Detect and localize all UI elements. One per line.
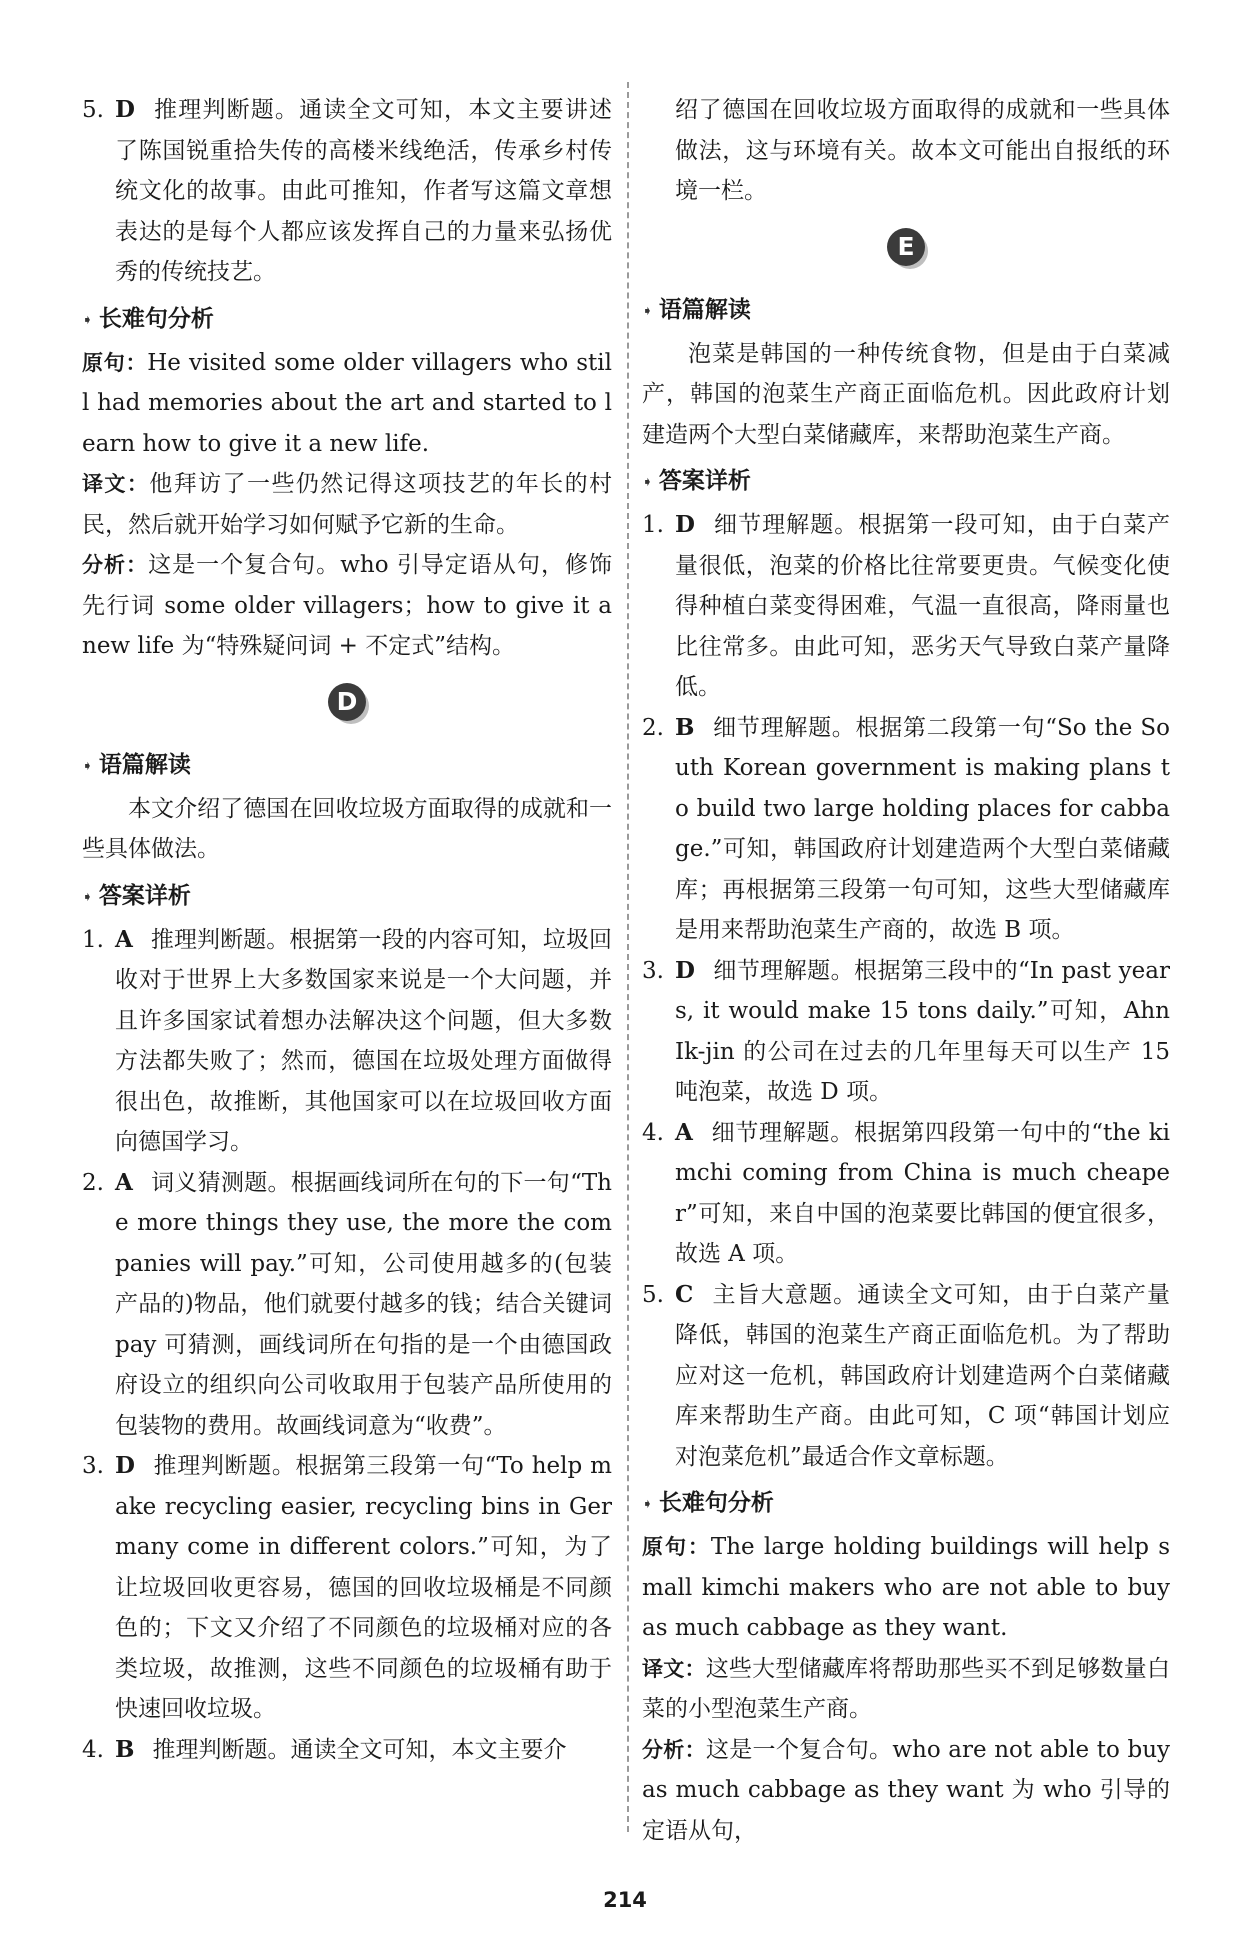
answer-letter: D (675, 511, 695, 538)
section-heading-answers: ➧ 答案详析 (642, 468, 751, 494)
answer-item: 5. C 主旨大意题。通读全文可知，由于白菜产量降低，韩国的泡菜生产商正面临危机。为了帮助应对这一危机，韩国政府计划建造两个白菜储藏库来帮助生产商。由此可知，C 项“韩国计划应对泡菜危机”最适合作文章标题。 (642, 1280, 1170, 1470)
answer-letter: B (115, 1735, 135, 1763)
passage-badge-wrap (82, 667, 612, 739)
answer-explanation: 细节理解题。根据第四段第一句中的“the kimchi coming from China is much cheaper”可知，来自中国的泡菜要比韩国的便宜很多，故选 A 项。 (675, 1119, 1170, 1267)
left-column (82, 90, 612, 1770)
translation-label: 译文： (82, 472, 150, 496)
analysis (82, 545, 612, 667)
arrow-bullet-icon: ➧ (82, 312, 93, 328)
analysis-label: 分析： (642, 1737, 706, 1762)
arrow-bullet-icon: ➧ (642, 303, 653, 319)
arrow-bullet-icon: ➧ (82, 889, 93, 905)
arrow-bullet-icon: ➧ (82, 758, 93, 774)
answer-item: 3. D 细节理解题。根据第三段中的“In past years, it would make 15 tons daily.”可知，Ahn Ik-jin 的公司在过去的几年里每天可以生产 15 吨泡菜，故选 D 项。 (642, 956, 1170, 1105)
original-label: 原句： (82, 350, 148, 375)
answer-item: 4. B 推理判断题。通读全文可知，本文主要介 (82, 1735, 567, 1763)
answer-explanation: 细节理解题。根据第一段可知，由于白菜产量很低，泡菜的价格比往常要更贵。气候变化使得种植白菜变得困难，气温一直很高，降雨量也比往常多。由此可知，恶劣天气导致白菜产量降低。 (675, 512, 1170, 700)
answer-letter: B (675, 713, 695, 741)
answer-item: 2. A 词义猜测题。根据画线词所在句的下一句“The more things they use, the more the companies will pay.”可知，公司使用越多的(包装产品的)物品，他们就要付越多的钱；结合关键词 pay 可猜测，画线词所在句指的是一个由德国政府设立的组织向公司收取用于包装产品所使用的包装物的费用。故画线词意为“收费”。 (82, 1168, 612, 1439)
arrow-bullet-icon: ➧ (642, 475, 653, 490)
answer-item: 3. D 推理判断题。根据第三段第一句“To help make recycling easier, recycling bins in Germany come in different colors.”可知，为了让垃圾回收更容易，德国的回收垃圾桶是不同颜色的；下文又介绍了不同颜色的垃圾桶对应的各类垃圾，故推测，这些不同颜色的垃圾桶有助于快速回收垃圾。 (82, 1452, 612, 1722)
column-divider (627, 82, 629, 1832)
analysis-label: 分析： (82, 553, 149, 577)
answer-letter: A (115, 1168, 133, 1196)
translation-text: 这些大型储藏库将帮助那些买不到足够数量白菜的小型泡菜生产商。 (642, 1655, 1171, 1722)
translation-label: 译文： (642, 1656, 706, 1681)
answer-explanation: 细节理解题。根据第三段中的“In past years, it would make 15 tons daily.”可知，Ahn Ik-jin 的公司在过去的几年里每天可以生产 15 吨泡菜，故选 D 项。 (675, 957, 1170, 1105)
answer-item: 2. B 细节理解题。根据第二段第一句“So the South Korean government is making plans to build two large holding places for cabbage.”可知，韩国政府计划建造两个大型白菜储藏库；再根据第三段第一句可知，这些大型储藏库是用来帮助泡菜生产商的，故选 B 项。 (642, 713, 1170, 943)
answer-explanation: 推理判断题。通读全文可知，本文主要讲述了陈国锐重拾失传的高楼米线绝活，传承乡村传统文化的故事。由此可推知，作者写这篇文章想表达的是每个人都应该发挥自己的力量来弘扬优秀的传统技艺。 (115, 97, 612, 285)
page-number: 214 (603, 1888, 647, 1912)
answer-letter: C (675, 1280, 694, 1308)
section-heading-long-sentence: ➧ 长难句分析 (642, 1490, 774, 1516)
passage-d-badge-icon: D (328, 683, 366, 721)
section-heading-reading: ➧ 语篇解读 (82, 751, 191, 778)
arrow-bullet-icon: ➧ (642, 1497, 653, 1512)
answer-item-5-passage-c (82, 90, 612, 293)
answer-letter: A (115, 925, 133, 953)
answer-item: 4. A 细节理解题。根据第四段第一句中的“the kimchi coming from China is much cheaper”可知，来自中国的泡菜要比韩国的便宜很多，故选 A 项。 (642, 1118, 1170, 1267)
reading-summary: 泡菜是韩国的一种传统食物，但是由于白菜减产，韩国的泡菜生产商正面临危机。因此政府计划建造两个大型白菜储藏库，来帮助泡菜生产商。 (642, 340, 1170, 448)
original-label: 原句： (642, 1535, 711, 1559)
answer-explanation: 推理判断题。根据第一段的内容可知，垃圾回收对于世界上大多数国家来说是一个大问题，并且许多国家试着想办法解决这个问题，但大多数方法都失败了；然而，德国在垃圾处理方面做得很出色，故推断，其他国家可以在垃圾回收方面向德国学习。 (115, 926, 612, 1155)
answer-letter: D (115, 1452, 135, 1479)
passage-badge-wrap (642, 212, 1170, 284)
section-heading-reading: ➧ 语篇解读 (642, 296, 751, 323)
answer-item: 1. D 细节理解题。根据第一段可知，由于白菜产量很低，泡菜的价格比往常要更贵。气候变化使得种植白菜变得困难，气温一直很高，降雨量也比往常多。由此可知，恶劣天气导致白菜产量降低。 (642, 511, 1170, 700)
analysis-text: 这是一个复合句。who are not able to buy as much cabbage as they want 为 who 引导的定语从句， (642, 1736, 1171, 1844)
right-column (642, 90, 1170, 1851)
answer-item-4-continued: 绍了德国在回收垃圾方面取得的成就和一些具体做法，这与环境有关。故本文可能出自报纸的环境一栏。 (675, 97, 1170, 204)
translation (642, 1649, 1170, 1730)
answer-letter: D (115, 96, 135, 123)
item-number: 5. (82, 97, 104, 123)
reading-summary: 本文介绍了德国在回收垃圾方面取得的成就和一些具体做法。 (82, 795, 612, 862)
section-heading-answers: ➧ 答案详析 (82, 882, 191, 909)
passage-e-badge-icon: E (887, 228, 925, 266)
answer-explanation: 词义猜测题。根据画线词所在句的下一句“The more things they use, the more the companies will pay.”可知，公司使用越多的(包装产品的)物品，他们就要付越多的钱；结合关键词 pay 可猜测，画线词所在句指的是一个由德国政府设立的组织向公司收取用于包装产品所使用的包装物的费用。故画线词意为“收费”。 (115, 1169, 612, 1439)
answer-explanation: 推理判断题。根据第三段第一句“To help make recycling easier, recycling bins in Germany come in different colors.”可知，为了让垃圾回收更容易，德国的回收垃圾桶是不同颜色的；下文又介绍了不同颜色的垃圾桶对应的各类垃圾，故推测，这些不同颜色的垃圾桶有助于快速回收垃圾。 (115, 1453, 612, 1722)
original-sentence (642, 1527, 1170, 1649)
answer-letter: D (675, 956, 695, 984)
section-heading-long-sentence: ➧ 长难句分析 (82, 305, 214, 332)
original-text: The large holding buildings will help small kimchi makers who are not able to buy as much cabbage as they want. (642, 1534, 1171, 1641)
answer-explanation: 主旨大意题。通读全文可知，由于白菜产量降低，韩国的泡菜生产商正面临危机。为了帮助应对这一危机，韩国政府计划建造两个白菜储藏库来帮助生产商。由此可知，C 项“韩国计划应对泡菜危机”最适合作文章标题。 (675, 1281, 1170, 1470)
translation (82, 464, 612, 545)
answer-letter: A (675, 1118, 693, 1146)
original-text: He visited some older villagers who still had memories about the art and started to learn how to give it a new life. (82, 349, 612, 457)
analysis-text: 这是一个复合句。who 引导定语从句，修饰先行词 some older villagers；how to give it a new life 为“特殊疑问词 + 不定式”结构。 (82, 552, 612, 659)
analysis (642, 1730, 1170, 1852)
answer-item: 1. A 推理判断题。根据第一段的内容可知，垃圾回收对于世界上大多数国家来说是一个大问题，并且许多国家试着想办法解决这个问题，但大多数方法都失败了；然而，德国在垃圾处理方面做得很出色，故推断，其他国家可以在垃圾回收方面向德国学习。 (82, 925, 612, 1155)
translation-text: 他拜访了一些仍然记得这项技艺的年长的村民，然后就开始学习如何赋予它新的生命。 (82, 471, 613, 538)
original-sentence (82, 343, 612, 465)
answer-explanation: 细节理解题。根据第二段第一句“So the South Korean government is making plans to build two large holding places for cabbage.”可知，韩国政府计划建造两个大型白菜储藏库；再根据第三段第一句可知，这些大型储藏库是用来帮助泡菜生产商的，故选 B 项。 (675, 714, 1170, 943)
answer-explanation: 推理判断题。通读全文可知，本文主要介 (152, 1736, 567, 1763)
